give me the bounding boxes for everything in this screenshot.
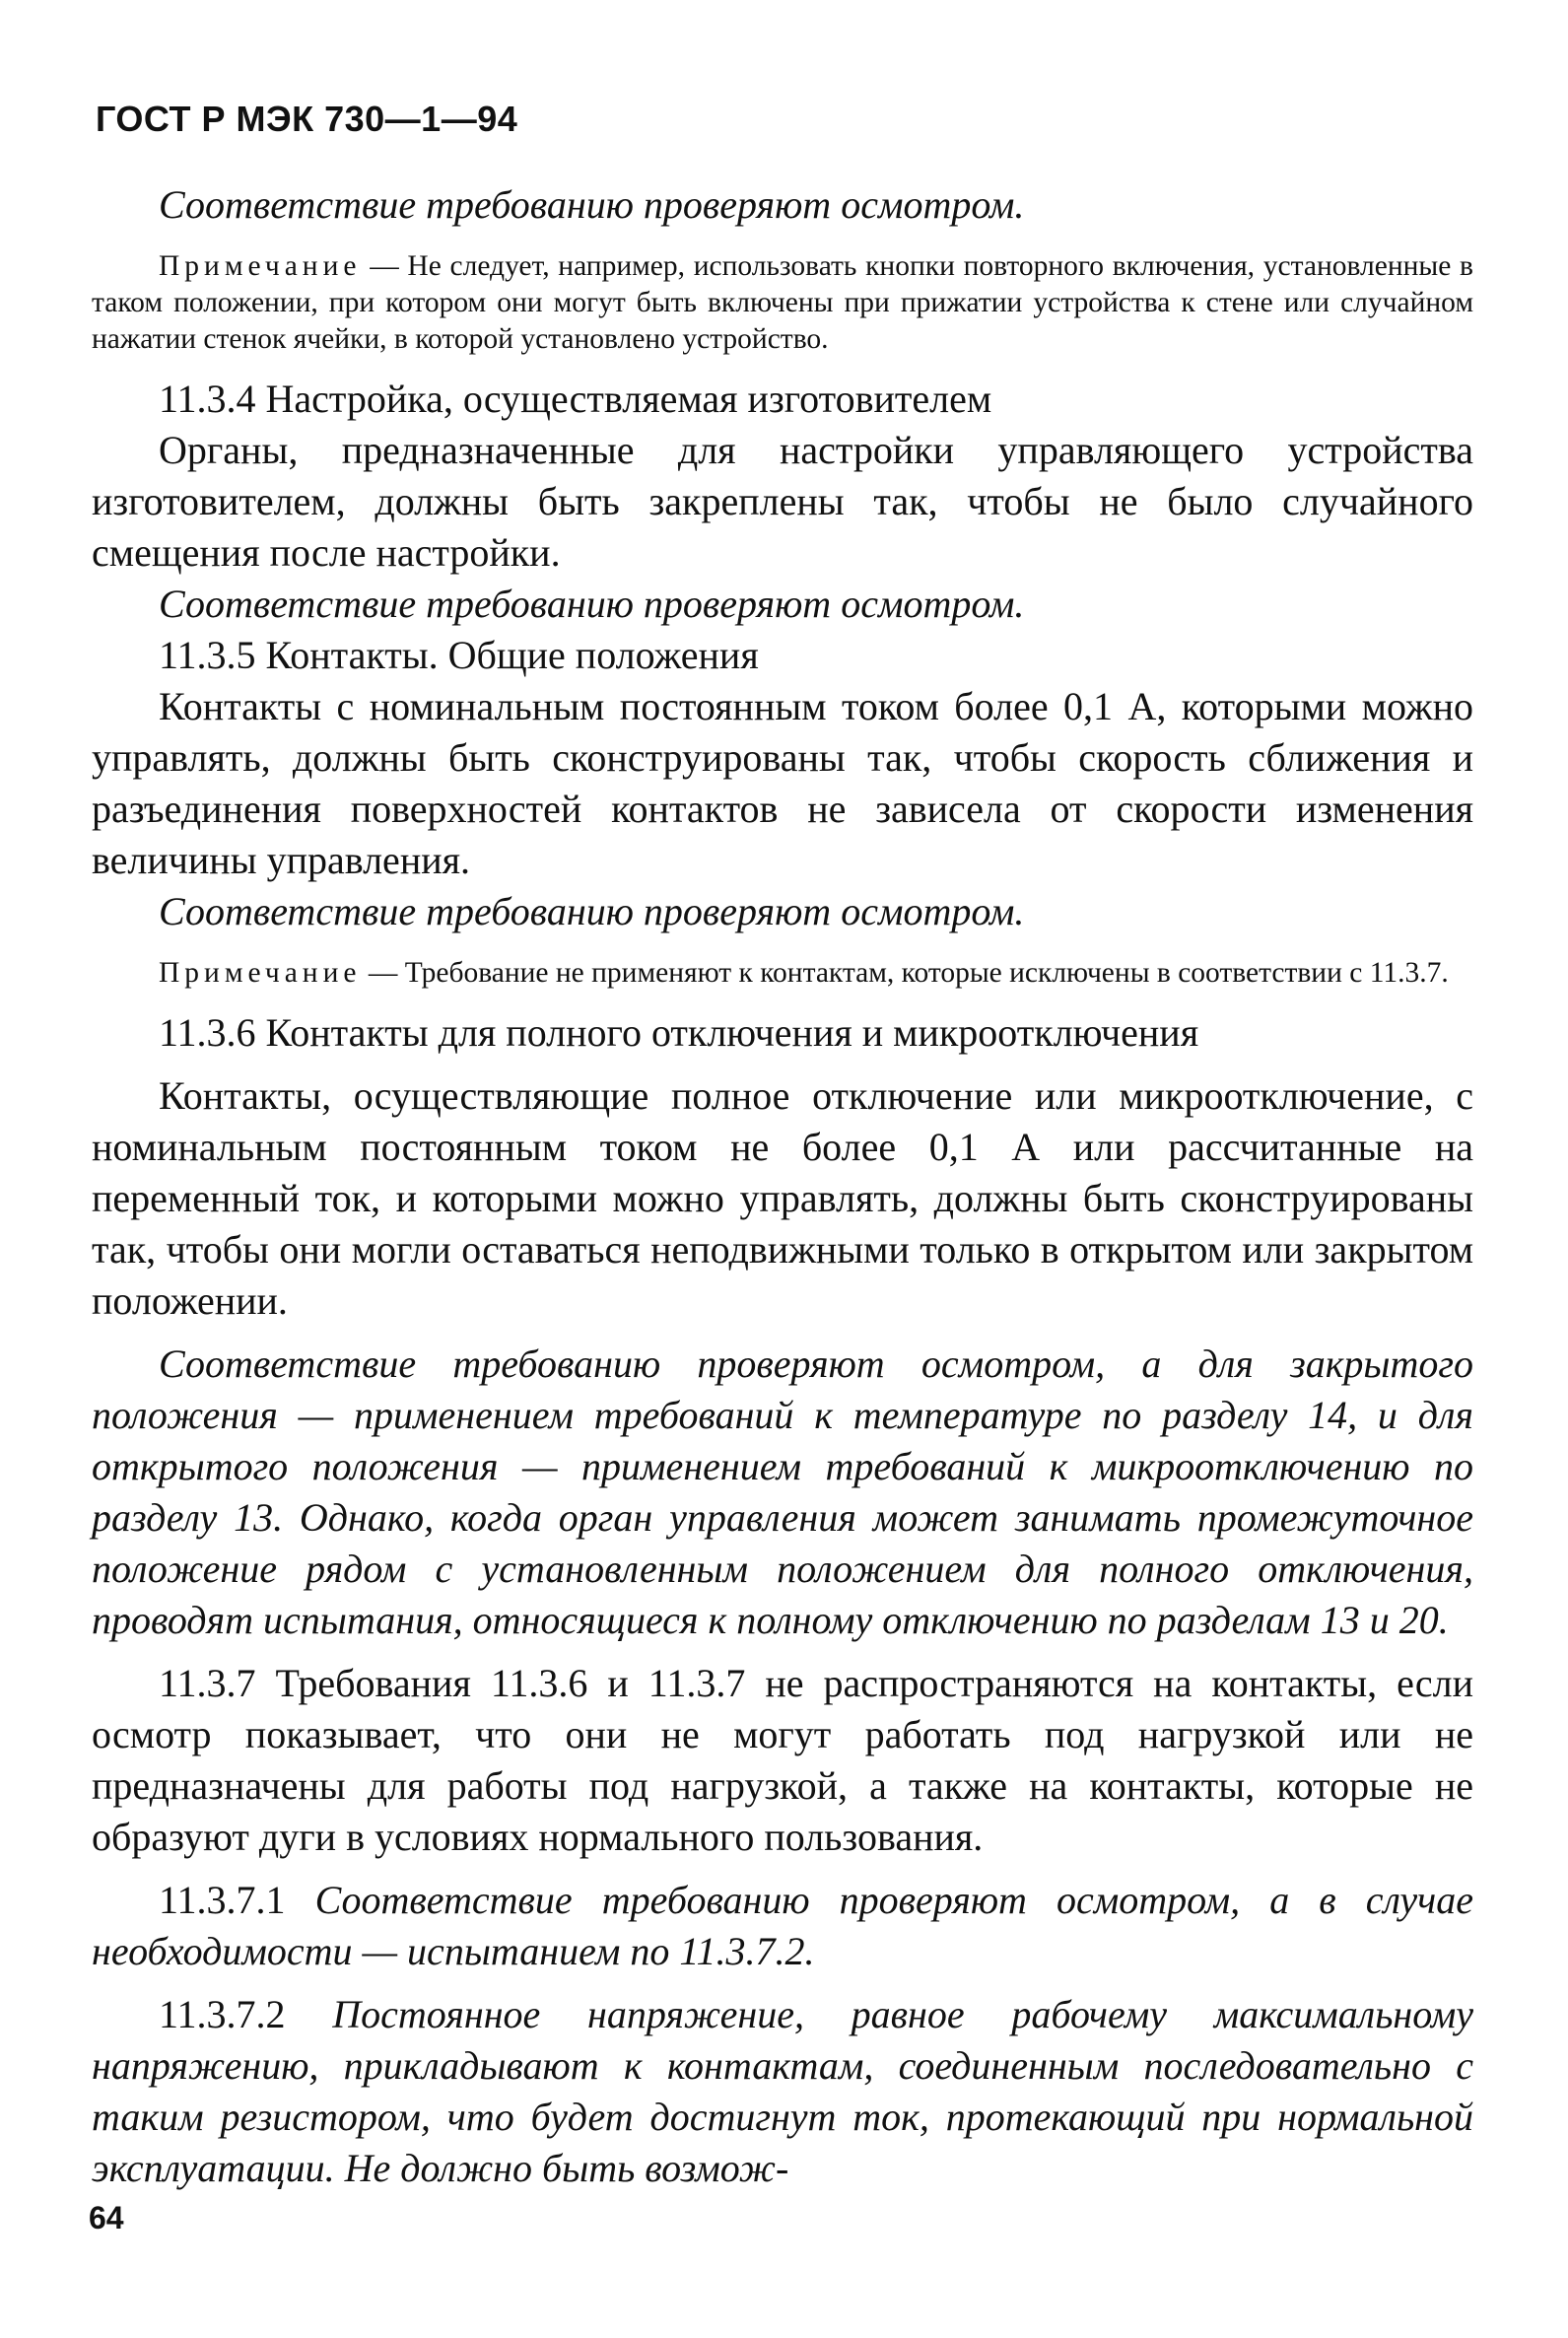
document-header: ГОСТ Р МЭК 730—1—94 xyxy=(96,99,518,139)
paragraph-11-3-7-1 xyxy=(92,1875,1473,1977)
page-content xyxy=(92,179,1473,2194)
compliance-text: Соответствие требованию проверяют осмотром. xyxy=(159,182,1025,227)
compliance-text: Соответствие требованию проверяют осмотром. xyxy=(159,889,1025,933)
page-number: 64 xyxy=(89,2200,124,2235)
clause-number: 11.3.7.2 xyxy=(159,1992,286,2036)
note-text: — Не следует, например, использовать кнопки повторного включения, установленные в таком положении, при котором они могут быть включены при прижатии устройства к стене или случайном нажатии стенок ячейки, в которой установлено устройство. xyxy=(92,250,1473,355)
clause-text: Соответствие требованию проверяют осмотром, а в случае необходимости — испытанием по 11.3.7.2. xyxy=(92,1878,1474,1973)
section-heading-11-3-5: 11.3.5 Контакты. Общие положения xyxy=(159,633,759,677)
paragraph-11-3-7-2 xyxy=(92,1989,1473,2194)
section-heading-11-3-4: 11.3.4 Настройка, осуществляемая изготовителем xyxy=(159,377,992,421)
note-label: Примечание xyxy=(159,250,362,282)
compliance-text: Соответствие требованию проверяют осмотром, а для закрытого положения — применением требований к температуре по разделу 14, и для открытого положения — применением требований к микроотключению по разделу 13. Однако, когда орган управления может занимать промежуточное положение рядом с установленным положением для полного отключения, проводят испытания, относящиеся к полному отключению по разделам 13 и 20. xyxy=(92,1341,1473,1642)
note xyxy=(92,248,1473,358)
paragraph-11-3-4: Органы, предназначенные для настройки управляющего устройства изготовителем, должны быть закреплены так, чтобы не было случайного смещения после настройки. xyxy=(92,428,1473,575)
paragraph-11-3-6: Контакты, осуществляющие полное отключение или микроотключение, с номинальным постоянным током не более 0,1 А или рассчитанные на переменный ток, и которыми можно управлять, должны быть сконструированы так, чтобы они могли оставаться неподвижными только в открытом или закрытом положении. xyxy=(92,1073,1473,1323)
note-text: — Требование не применяют к контактам, которые исключены в соответствии с 11.3.7. xyxy=(361,957,1449,989)
note-label: Примечание xyxy=(159,957,362,989)
clause-text: Постоянное напряжение, равное рабочему максимальному напряжению, прикладывают к контактам, соединенным последовательно с таким резистором, что будет достигнут ток, протекающий при нормальной эксплуатации. Не должно быть возмож- xyxy=(92,1992,1474,2190)
section-heading-11-3-6: 11.3.6 Контакты для полного отключения и микроотключения xyxy=(159,1010,1199,1055)
clause-number: 11.3.7.1 xyxy=(159,1878,286,1922)
note xyxy=(92,955,1473,992)
paragraph-11-3-7: 11.3.7 Требования 11.3.6 и 11.3.7 не распространяются на контакты, если осмотр показывает, что они не могут работать под нагрузкой или не предназначены для работы под нагрузкой, а также на контакты, которые не образуют дуги в условиях нормального пользования. xyxy=(92,1661,1473,1859)
compliance-text: Соответствие требованию проверяют осмотром. xyxy=(159,582,1025,626)
paragraph-11-3-5: Контакты с номинальным постоянным током более 0,1 А, которыми можно управлять, должны быть сконструированы так, чтобы скорость сближения и разъединения поверхностей контактов не зависела от скорости изменения величины управления. xyxy=(92,684,1473,882)
